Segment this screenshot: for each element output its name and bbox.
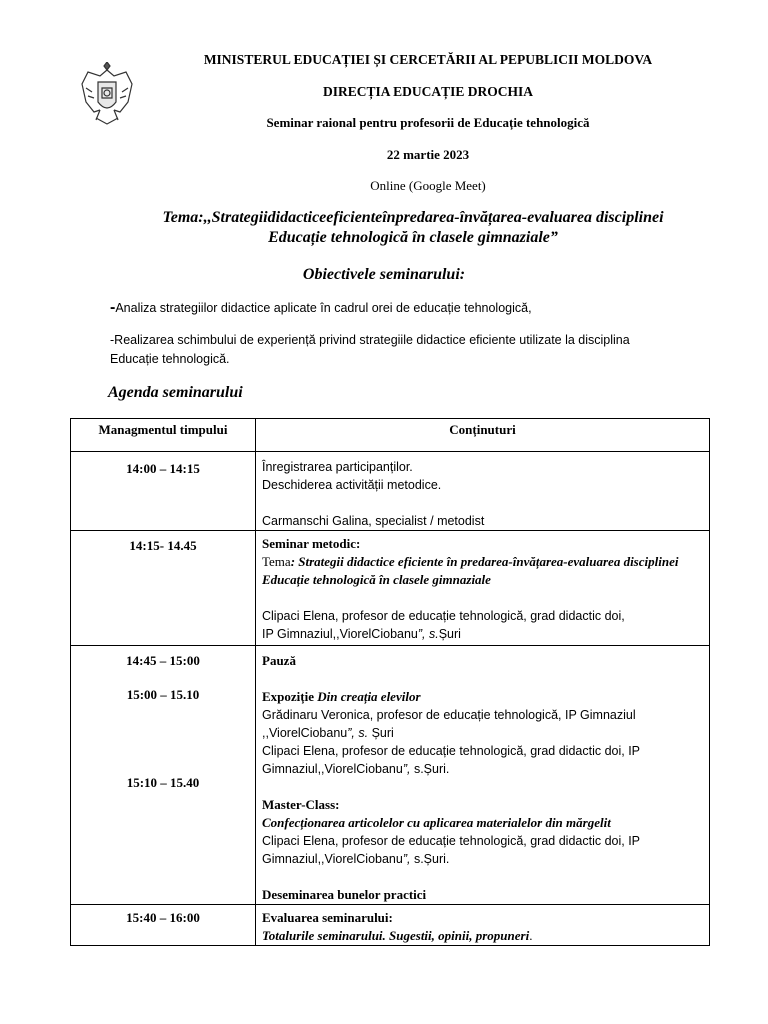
row3-expo — [262, 688, 705, 706]
row3-mc-p1: Clipaci Elena, profesor de educație tehnologică, grad didactic doi, IP — [262, 834, 641, 848]
table-row — [71, 905, 710, 946]
agenda-title: Agenda seminarului — [108, 384, 243, 401]
row3-pause: Pauză — [262, 653, 296, 668]
row3-expo-p1: Grădinaru Veronica, profesor de educație tehnologică, IP Gimnaziul — [262, 708, 636, 722]
row3-expo-label: Expoziție — [262, 689, 318, 704]
row3-time-3: 15:10 – 15.40 — [126, 775, 200, 790]
agenda-table — [70, 418, 710, 946]
seminar-date: 22 martie 2023 — [386, 147, 470, 162]
row3-expo-p4c: ”, — [402, 762, 411, 776]
row2-theme-text: : Strategii didactice eficiente în predarea-învățarea-evaluarea disciplinei Educație tehnologică în clasele gimnaziale — [262, 554, 679, 587]
table-row — [71, 646, 710, 905]
directorate-title: DIRECȚIA EDUCAȚIE DROCHIA — [322, 84, 534, 99]
row3-expo-p4d: s.Șuri. — [410, 762, 450, 776]
row2-heading: Seminar metodic: — [262, 536, 361, 551]
ministry-title: MINISTERUL EDUCAȚIEI ȘI CERCETĂRII AL PEPUBLICII MOLDOVA — [203, 52, 653, 67]
table-row — [71, 452, 710, 531]
row3-expo-p2b: ”, s. — [347, 726, 369, 740]
objective-1-text: Analiza strategiilor didactice aplicate în cadrul orei de educație tehnologică, — [115, 301, 532, 315]
seminar-title: Seminar raional pentru profesorii de Educație tehnologică — [266, 115, 590, 130]
row1-content — [256, 452, 710, 531]
table-row — [71, 531, 710, 646]
column-header-content: Conținuturi — [256, 419, 710, 452]
objective-1-dash: - — [110, 299, 116, 316]
row3-expo-p3: Clipaci Elena, profesor de educație tehnologică, grad didactic doi, IP — [262, 744, 641, 758]
row3-mc-p2b: ViorelCiobanu — [324, 852, 403, 866]
row4-dot: . — [529, 928, 533, 943]
row3-dissemination: Deseminarea bunelor practici — [262, 887, 427, 902]
row1-line-1: Înregistrarea participanților. — [262, 460, 413, 474]
objective-2-line-1: -Realizarea schimbului de experiență privind strategiile didactice eficiente utilizate la disciplina — [110, 333, 630, 347]
row4-content — [256, 905, 710, 946]
row3-expo-p4b: ViorelCiobanu — [324, 762, 403, 776]
objective-1 — [110, 298, 710, 318]
seminar-format: Online (Google Meet) — [370, 178, 486, 193]
objective-2 — [110, 331, 710, 369]
row2-theme-label: Tema — [262, 554, 291, 569]
theme-line-1: Tema:,,Strategiididacticeeficienteînpredarea-învățarea-evaluarea disciplinei — [162, 209, 664, 226]
row3-expo-title: Din creația elevilor — [317, 689, 421, 704]
objective-2-line-2: Educație tehnologică. — [110, 352, 230, 366]
row2-time: 14:15- 14.45 — [71, 531, 256, 646]
row3-expo-p2 — [262, 724, 705, 742]
row1-line-2: Deschiderea activității metodice. — [262, 478, 442, 492]
row2-content — [256, 531, 710, 646]
row4-time: 15:40 – 16:00 — [71, 905, 256, 946]
row2-p2b: ViorelCiobanu — [339, 627, 418, 641]
row2-presenter-2 — [262, 625, 705, 643]
row2-p2a: IP Gimnaziul,, — [262, 627, 340, 641]
row3-mc-p2a: Gimnaziul,, — [262, 852, 325, 866]
objectives-title: Obiectivele seminarului: — [302, 266, 466, 283]
seminar-theme — [60, 208, 766, 248]
row3-time-1: 14:45 – 15:00 — [126, 653, 200, 668]
column-header-time: Managmentul timpului — [71, 419, 256, 452]
row4-text-line — [262, 927, 705, 945]
row3-expo-p4 — [262, 760, 705, 778]
row3-mc-p2 — [262, 850, 705, 868]
row2-presenter-1: Clipaci Elena, profesor de educație tehnologică, grad didactic doi, — [262, 609, 625, 623]
row3-expo-p4a: Gimnaziul,, — [262, 762, 325, 776]
row4-heading: Evaluarea seminarului: — [262, 910, 393, 925]
row1-time: 14:00 – 14:15 — [71, 452, 256, 531]
row3-time-2: 15:00 – 15.10 — [126, 687, 200, 702]
row2-p2d: Șuri — [438, 627, 461, 641]
table-header-row — [71, 419, 710, 452]
row4-text: Totalurile seminarului. Sugestii, opinii, propuneri — [262, 928, 530, 943]
row3-time — [71, 646, 256, 905]
row3-mc-p2c: ”, — [402, 852, 411, 866]
row3-expo-p2a: ,,ViorelCiobanu — [262, 726, 348, 740]
row3-content — [256, 646, 710, 905]
row2-theme — [262, 553, 705, 589]
row3-mc-p2d: s.Șuri. — [410, 852, 450, 866]
row3-masterclass-title: Confecționarea articolelor cu aplicarea materialelor din mărgelit — [262, 815, 611, 830]
row1-line-3: Carmanschi Galina, specialist / metodist — [262, 514, 485, 528]
row2-p2c: ”, s. — [417, 627, 439, 641]
row3-masterclass-label: Master-Class: — [262, 797, 340, 812]
row3-expo-p2c: Șuri — [368, 726, 394, 740]
theme-line-2: Educație tehnologică în clasele gimnaziale” — [268, 229, 558, 246]
